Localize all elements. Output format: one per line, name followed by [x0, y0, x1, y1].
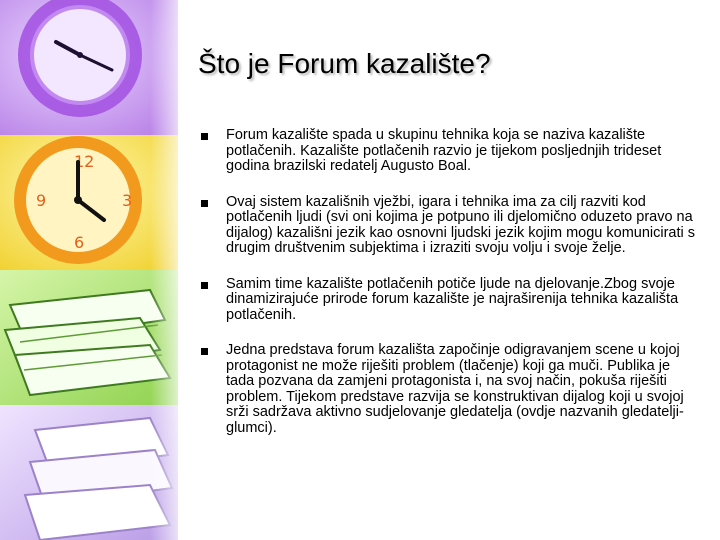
square-bullet-icon [201, 133, 208, 140]
sidebar-fade [150, 0, 178, 540]
bullet-item [198, 343, 698, 436]
decorative-sidebar [0, 0, 178, 540]
bullet-item [198, 128, 698, 175]
svg-text:3: 3 [122, 191, 133, 210]
square-bullet-icon [201, 348, 208, 355]
bullet-text: Forum kazalište spada u skupinu tehnika koja se naziva kazalište potlačenih. Kazalište potlačenih razvio je tijekom posljednjih trideset godina brazilski redatelj Augusto Boal. [226, 127, 662, 174]
slide-title: Što je Forum kazalište? [198, 48, 491, 79]
square-bullet-icon [201, 200, 208, 207]
svg-text:9: 9 [36, 191, 47, 210]
svg-text:6: 6 [74, 233, 85, 252]
bullet-text: Jedna predstava forum kazališta započinje odigravanjem scene u kojoj protagonist ne može riješiti problem (tlačenje) koji ga muči. Publika je tada pozvana da zamjeni protagonista i, na svoj način, pokuša riješiti problem. Tijekom predstave razvija se konstruktivan dijalog koji u svojoj srži sadržava aktivno sudjelovanje gledatelja (ovdje nazvanih gledatelji-glumci). [226, 342, 684, 436]
bullet-item [198, 277, 698, 324]
square-bullet-icon [201, 282, 208, 289]
bullet-text: Samim time kazalište potlačenih potiče ljude na djelovanje.Zbog svoje dinamizirajuće prirode forum kazalište je najraširenija tehnika kazališta potlačenih. [226, 275, 679, 323]
svg-text:12: 12 [74, 152, 95, 171]
bullet-text: Ovaj sistem kazališnih vježbi, igara i tehnika ima za cilj razviti kod potlačenih ljudi (svi oni kojima je potpuno ili djelomično oduzeto pravo na dijalog) kazališni jezik kao osnovni ljudski jezik kojim mogu komunicirati s drugim društvenim subjektima i izraziti svoju volju i svoje želje. [226, 193, 696, 256]
bullet-item [198, 195, 698, 257]
bullet-list [198, 128, 698, 436]
